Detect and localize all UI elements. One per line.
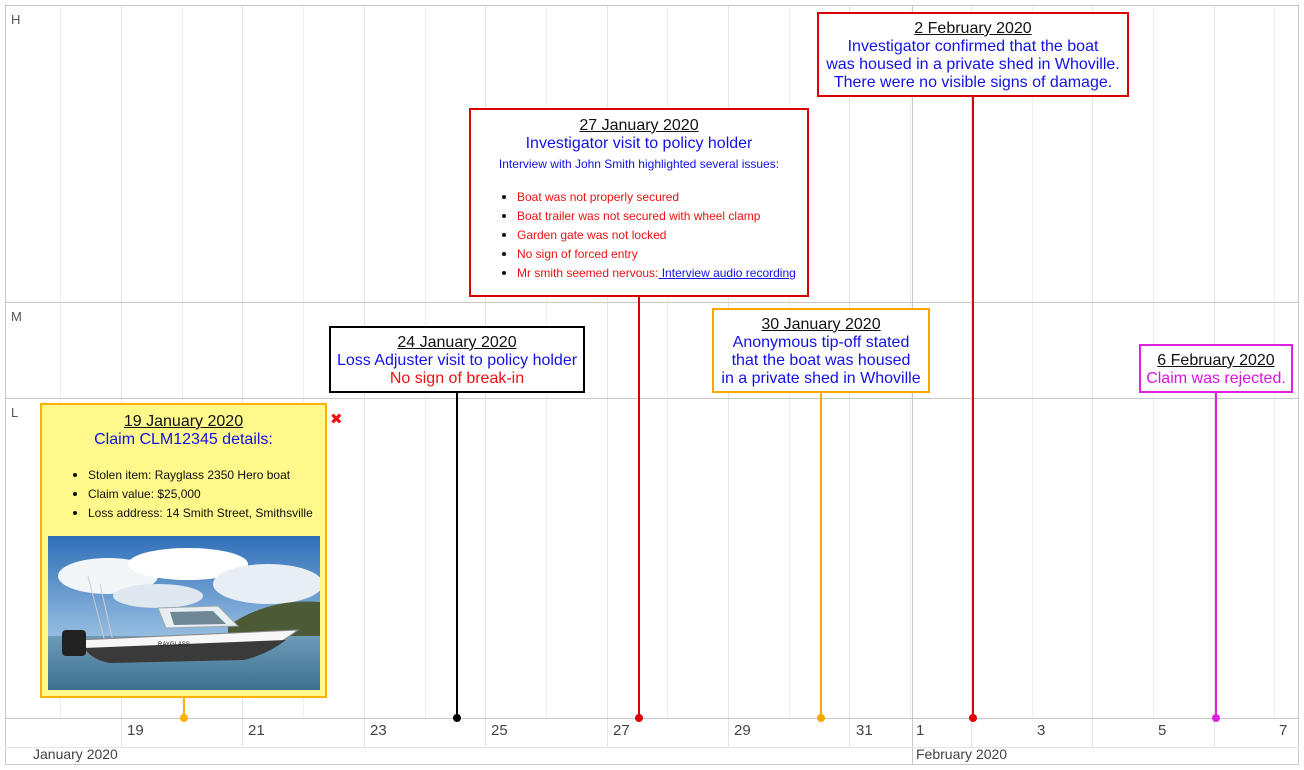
event-connector-24-jan (456, 392, 458, 718)
tick-label: 23 (370, 722, 387, 739)
event-marker-30-jan[interactable] (817, 714, 825, 722)
event-connector-30-jan (820, 392, 822, 718)
event-line: in a private shed in Whoville (721, 370, 921, 387)
event-connector-27-jan (638, 296, 640, 718)
list-item: • Boat trailer was not secured with wheel clamp (517, 206, 807, 225)
list-item: • Claim value: $25,000 (88, 484, 325, 503)
event-date: 24 January 2020 (397, 334, 517, 351)
tick-label: 5 (1158, 722, 1167, 739)
tick-label: 25 (491, 722, 508, 739)
claim-details-list (42, 465, 325, 522)
event-card-24-jan[interactable] (329, 326, 585, 393)
band-label-medium: M (11, 309, 22, 324)
event-card-6-feb[interactable] (1139, 344, 1293, 393)
tick-label: 27 (613, 722, 630, 739)
tick-label: 21 (248, 722, 265, 739)
tick-label: 1 (916, 722, 925, 739)
boat-brand-text: RAYGLASS (157, 642, 190, 648)
event-line: There were no visible signs of damage. (833, 74, 1113, 91)
gridline (1032, 6, 1033, 718)
event-line: that the boat was housed (731, 352, 911, 369)
event-description: Claim was rejected. (1146, 370, 1286, 387)
list-item-text: Mr smith seemed nervous: (517, 266, 659, 280)
tick-label: 7 (1279, 722, 1288, 739)
event-connector-6-feb (1215, 392, 1217, 718)
list-item: • Garden gate was not locked (517, 225, 807, 244)
gridline (1092, 6, 1093, 747)
event-marker-19-jan[interactable] (180, 714, 188, 722)
event-connector-2-feb (972, 96, 974, 718)
month-label-february: February 2020 (916, 746, 1008, 762)
event-title: Investigator visit to policy holder (525, 135, 753, 152)
tick-label: 31 (856, 722, 873, 739)
event-card-19-jan[interactable] (40, 403, 327, 698)
event-date: 2 February 2020 (914, 20, 1032, 37)
event-subtitle: Interview with John Smith highlighted several issues: (498, 157, 780, 171)
event-marker-6-feb[interactable] (1212, 714, 1220, 722)
axis-divider (5, 747, 1299, 748)
event-card-2-feb[interactable] (817, 12, 1129, 97)
event-note: No sign of break-in (389, 370, 525, 387)
event-card-27-jan[interactable] (469, 108, 809, 297)
event-marker-2-feb[interactable] (969, 714, 977, 722)
month-label-january: January 2020 (33, 746, 118, 762)
band-divider-h-m (5, 302, 1299, 303)
axis-baseline (5, 718, 1299, 719)
event-line: Investigator confirmed that the boat (847, 38, 1099, 55)
list-item: • Loss address: 14 Smith Street, Smithsville (88, 503, 325, 522)
band-label-low: L (11, 405, 19, 420)
event-date: 30 January 2020 (761, 316, 881, 333)
event-line: was housed in a private shed in Whoville. (826, 56, 1120, 73)
tick-label: 29 (734, 722, 751, 739)
event-date: 27 January 2020 (579, 117, 699, 134)
event-date: 6 February 2020 (1157, 352, 1275, 369)
close-icon[interactable]: ✖ (330, 411, 343, 428)
tick-label: 19 (127, 722, 144, 739)
event-date: 19 January 2020 (123, 413, 244, 430)
event-marker-24-jan[interactable] (453, 714, 461, 722)
list-item: • Boat was not properly secured (517, 187, 807, 206)
list-item: • No sign of forced entry (517, 244, 807, 263)
event-title: Claim CLM12345 details: (94, 431, 273, 448)
list-item: • Stolen item: Rayglass 2350 Hero boat (88, 465, 325, 484)
band-divider-m-l (5, 398, 1299, 399)
tick-label: 3 (1037, 722, 1046, 739)
event-card-30-jan[interactable] (712, 308, 930, 393)
event-marker-27-jan[interactable] (635, 714, 643, 722)
event-line: Anonymous tip-off stated (732, 334, 910, 351)
list-item (517, 263, 807, 282)
band-label-high: H (11, 12, 21, 27)
boat-photo (48, 536, 320, 690)
interview-audio-link[interactable]: Interview audio recording (658, 266, 796, 280)
event-description: Loss Adjuster visit to policy holder (336, 352, 578, 369)
issues-list (471, 187, 807, 282)
